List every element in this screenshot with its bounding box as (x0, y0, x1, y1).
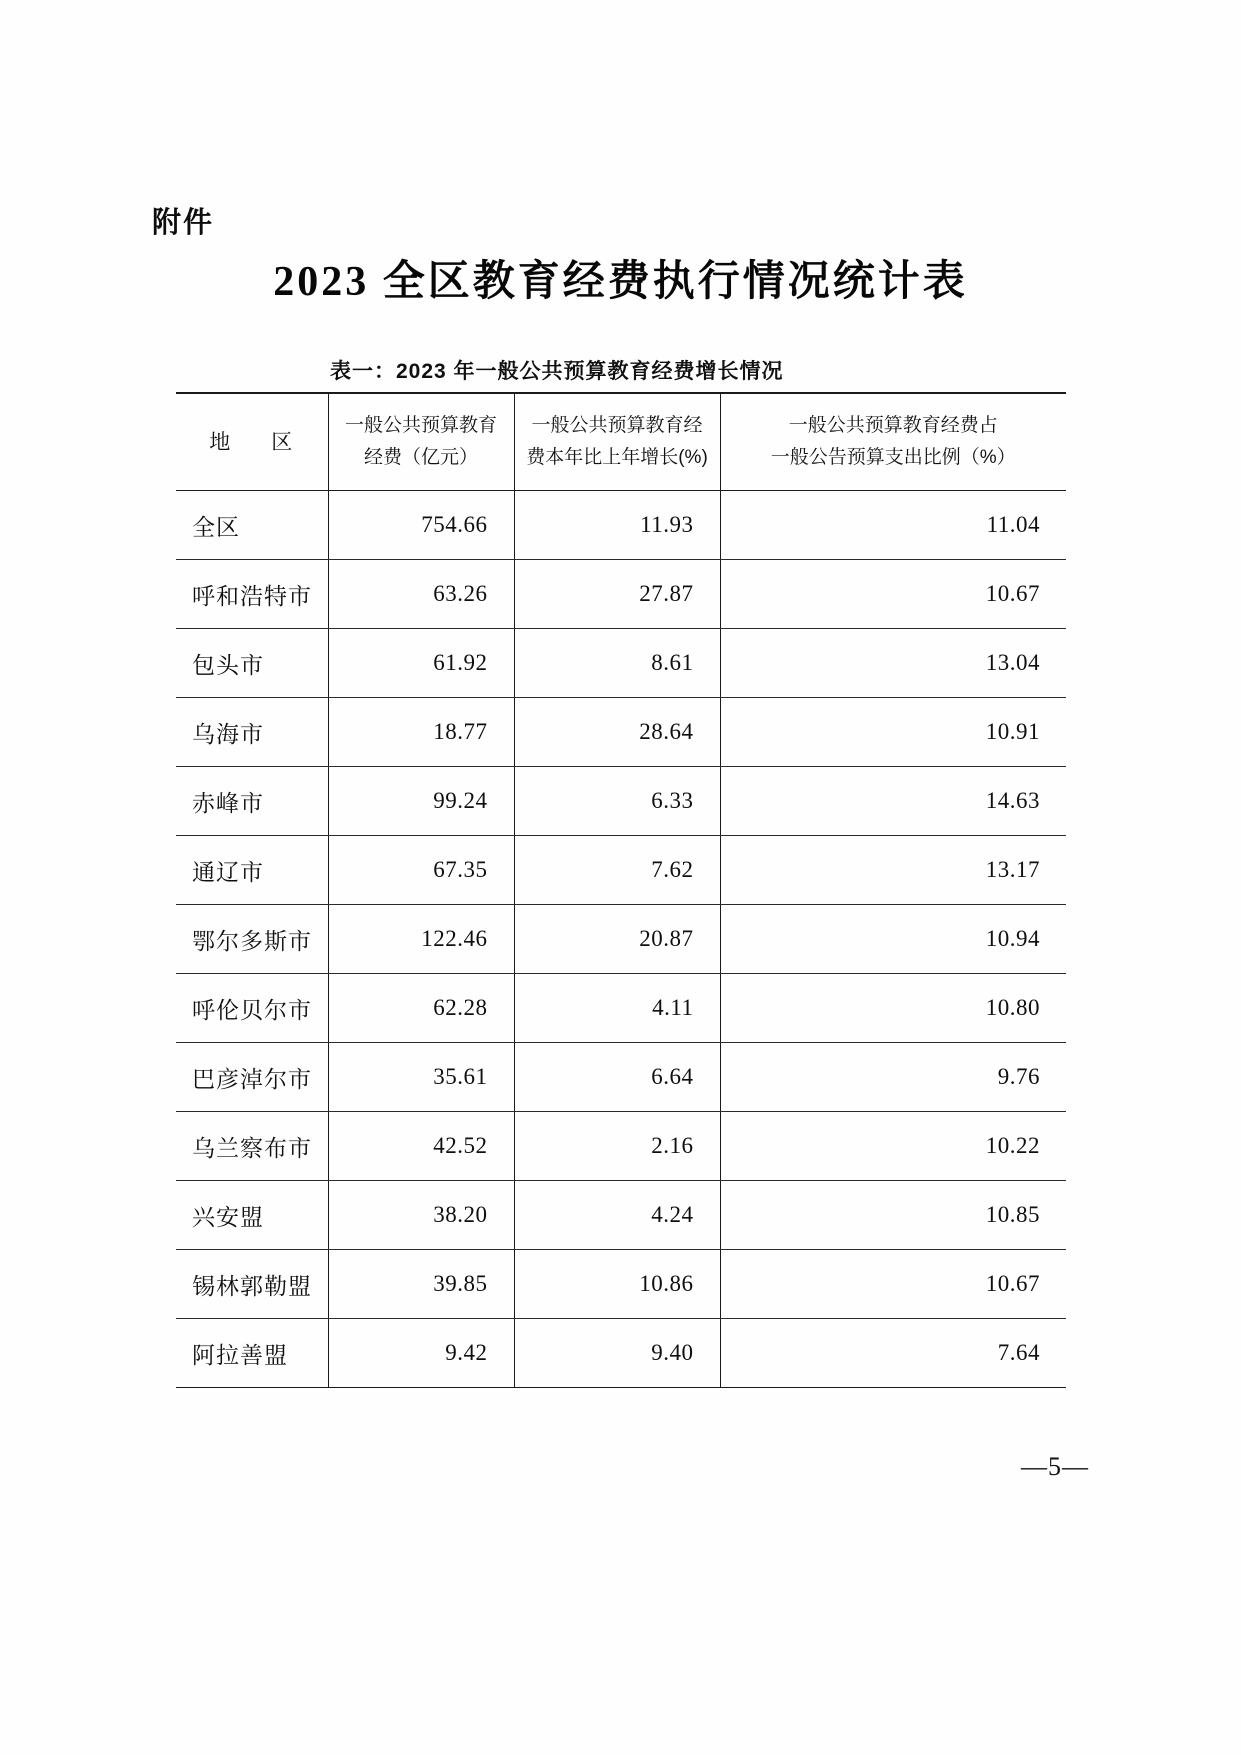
cell-ratio: 13.17 (720, 836, 1066, 905)
cell-amount: 62.28 (328, 974, 514, 1043)
cell-amount: 38.20 (328, 1181, 514, 1250)
column-header-growth-line2: 费本年比上年增长(%) (526, 447, 708, 468)
cell-region: 锡林郭勒盟 (176, 1250, 328, 1319)
table-row (176, 491, 1066, 560)
cell-region: 包头市 (176, 629, 328, 698)
cell-amount: 122.46 (328, 905, 514, 974)
cell-ratio: 10.85 (720, 1181, 1066, 1250)
cell-region: 乌海市 (176, 698, 328, 767)
cell-ratio: 13.04 (720, 629, 1066, 698)
cell-ratio: 10.80 (720, 974, 1066, 1043)
column-header-amount-line1: 一般公共预算教育 (344, 415, 497, 436)
cell-ratio: 10.91 (720, 698, 1066, 767)
cell-region: 鄂尔多斯市 (176, 905, 328, 974)
cell-growth: 20.87 (514, 905, 720, 974)
cell-growth: 4.24 (514, 1181, 720, 1250)
statistics-table-container (176, 392, 1066, 1388)
table-row (176, 629, 1066, 698)
attachment-label: 附件 (152, 207, 215, 239)
column-header-amount (328, 393, 514, 491)
cell-growth: 10.86 (514, 1250, 720, 1319)
table-row (176, 1181, 1066, 1250)
cell-amount: 39.85 (328, 1250, 514, 1319)
cell-growth: 6.33 (514, 767, 720, 836)
cell-region: 阿拉善盟 (176, 1319, 328, 1388)
cell-amount: 61.92 (328, 629, 514, 698)
cell-ratio: 10.67 (720, 560, 1066, 629)
cell-region: 呼和浩特市 (176, 560, 328, 629)
table-row (176, 1319, 1066, 1388)
cell-amount: 42.52 (328, 1112, 514, 1181)
cell-growth: 8.61 (514, 629, 720, 698)
cell-growth: 6.64 (514, 1043, 720, 1112)
column-header-ratio-line1: 一般公共预算教育经费占 (788, 415, 998, 436)
cell-growth: 28.64 (514, 698, 720, 767)
cell-region: 巴彦淖尔市 (176, 1043, 328, 1112)
cell-amount: 754.66 (328, 491, 514, 560)
page-number: —5— (1021, 1452, 1089, 1481)
cell-growth: 9.40 (514, 1319, 720, 1388)
table-row (176, 698, 1066, 767)
table-row (176, 560, 1066, 629)
cell-ratio: 10.22 (720, 1112, 1066, 1181)
cell-ratio: 14.63 (720, 767, 1066, 836)
table-row (176, 905, 1066, 974)
table-header-row (176, 393, 1066, 491)
cell-growth: 7.62 (514, 836, 720, 905)
cell-amount: 35.61 (328, 1043, 514, 1112)
cell-amount: 18.77 (328, 698, 514, 767)
table-header (176, 393, 1066, 491)
cell-amount: 63.26 (328, 560, 514, 629)
cell-growth: 27.87 (514, 560, 720, 629)
table-caption: 表一：2023 年一般公共预算教育经费增长情况 (330, 360, 784, 383)
page-title: 2023 全区教育经费执行情况统计表 (273, 259, 968, 305)
table-row (176, 836, 1066, 905)
column-header-amount-line2: 经费（亿元） (363, 447, 478, 468)
cell-region: 赤峰市 (176, 767, 328, 836)
table-row (176, 1112, 1066, 1181)
table-row (176, 974, 1066, 1043)
cell-region: 通辽市 (176, 836, 328, 905)
cell-amount: 99.24 (328, 767, 514, 836)
cell-ratio: 7.64 (720, 1319, 1066, 1388)
statistics-table (176, 392, 1066, 1388)
cell-growth: 11.93 (514, 491, 720, 560)
cell-amount: 9.42 (328, 1319, 514, 1388)
table-row (176, 767, 1066, 836)
cell-region: 呼伦贝尔市 (176, 974, 328, 1043)
column-header-growth-line1: 一般公共预算教育经 (531, 415, 703, 436)
cell-region: 全区 (176, 491, 328, 560)
table-row (176, 1250, 1066, 1319)
cell-region: 兴安盟 (176, 1181, 328, 1250)
cell-growth: 4.11 (514, 974, 720, 1043)
column-header-ratio-line2: 一般公告预算支出比例（%） (770, 447, 1016, 468)
cell-amount: 67.35 (328, 836, 514, 905)
cell-growth: 2.16 (514, 1112, 720, 1181)
cell-ratio: 9.76 (720, 1043, 1066, 1112)
column-header-region: 地 区 (176, 393, 328, 491)
table-row (176, 1043, 1066, 1112)
cell-region: 乌兰察布市 (176, 1112, 328, 1181)
cell-ratio: 10.94 (720, 905, 1066, 974)
cell-ratio: 11.04 (720, 491, 1066, 560)
table-body (176, 491, 1066, 1388)
column-header-ratio (720, 393, 1066, 491)
cell-ratio: 10.67 (720, 1250, 1066, 1319)
column-header-growth (514, 393, 720, 491)
